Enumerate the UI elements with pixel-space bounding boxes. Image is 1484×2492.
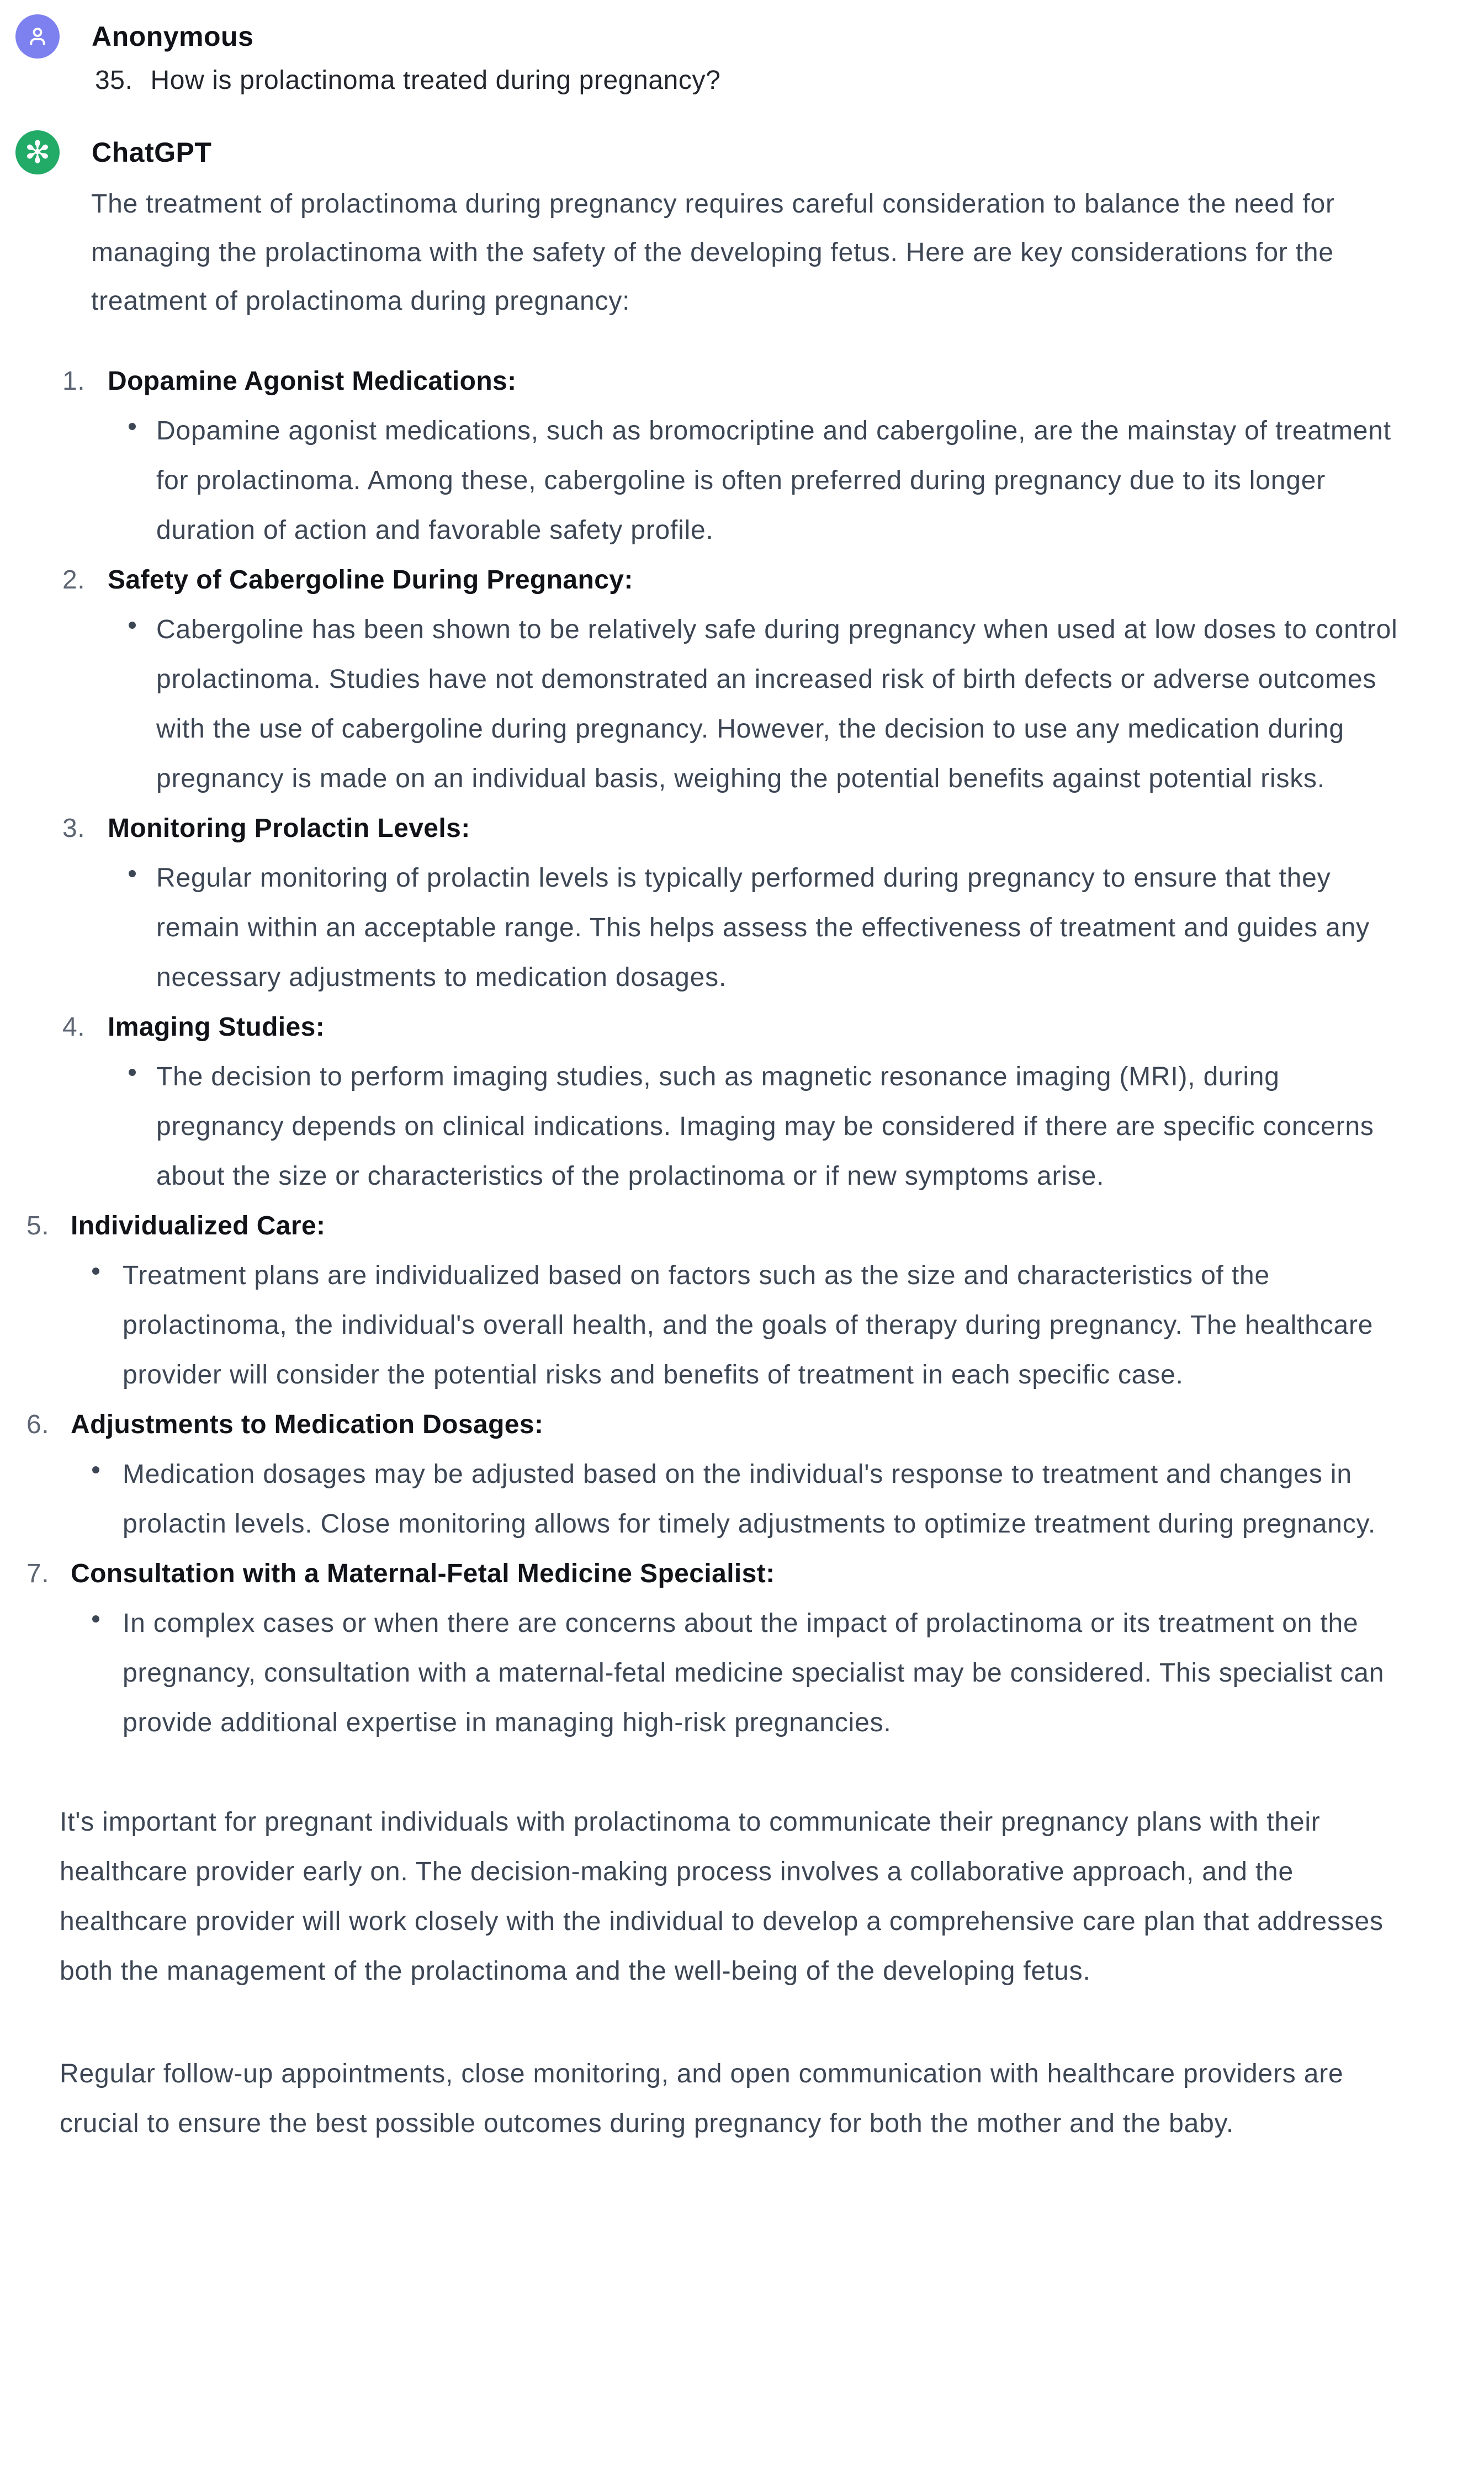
question-number: 35. — [95, 66, 133, 95]
bullet-text: Cabergoline has been shown to be relatively safe during pregnancy when used at low doses to control prolactinoma. Studies have not demonstrated an increased risk of birth defects or adverse outcomes with the use of cabergoline during pregnancy. However, the decision to use any medication during pregnancy is made on an individual basis, weighing the potential benefits against potential risks. — [156, 615, 1398, 793]
openai-logo-icon: ✻ — [24, 135, 51, 171]
bullet-text: Regular monitoring of prolactin levels is typically performed during pregnancy to ensure that they remain within an acceptable range. This helps assess the effectiveness of treatment and guides any necessary adjustments to medication dosages. — [156, 863, 1370, 992]
list-item-heading: Imaging Studies: — [108, 1012, 325, 1042]
bullet-row — [0, 853, 1484, 1003]
bullet-row — [0, 1052, 1484, 1201]
chatgpt-avatar — [15, 130, 60, 174]
list-item — [0, 1549, 1484, 1748]
bullet-text: In complex cases or when there are concerns about the impact of prolactinoma or its treatment on the pregnancy, consultation with a maternal-fetal medicine specialist may be considered. This specialist can provide additional expertise in managing high-risk pregnancies. — [123, 1609, 1385, 1737]
list-item-heading: Individualized Care: — [71, 1211, 326, 1240]
list-item-number: 5. — [26, 1211, 50, 1240]
bullet-dot-icon — [129, 423, 136, 430]
list-item-heading: Consultation with a Maternal-Fetal Medicine Specialist: — [71, 1559, 775, 1588]
assistant-message — [0, 130, 1484, 2149]
bullet-row — [0, 605, 1484, 804]
bullet-text: Dopamine agonist medications, such as bromocriptine and cabergoline, are the mainstay of treatment for prolactinoma. Among these, cabergoline is often preferred during pregnancy due to its longer duration of action and favorable safety profile. — [156, 416, 1391, 545]
bullet-row — [0, 1599, 1484, 1748]
assistant-intro-paragraph: The treatment of prolactinoma during pregnancy requires careful consideration to balance the need for managing the prolactinoma with the safety of the developing fetus. Here are key considerations for the treatment of prolactinoma during pregnancy: — [91, 189, 1335, 316]
list-item — [0, 1201, 1484, 1400]
bullet-dot-icon — [129, 1069, 136, 1076]
list-item-heading: Adjustments to Medication Dosages: — [71, 1410, 544, 1439]
bullet-text: Treatment plans are individualized based on factors such as the size and characteristics of the prolactinoma, the individual's overall health, and the goals of therapy during pregnancy. The healthcare provider will consider the potential risks and benefits of treatment in each specific case. — [123, 1261, 1374, 1390]
key-considerations-list — [0, 357, 1484, 1748]
list-item — [0, 804, 1484, 1003]
list-item-number: 1. — [62, 367, 86, 396]
list-item-heading-row — [0, 357, 1484, 406]
list-item-number: 4. — [62, 1012, 86, 1042]
list-item-heading-row — [0, 804, 1484, 853]
bullet-row — [0, 1251, 1484, 1400]
list-item-heading-row — [0, 1003, 1484, 1052]
list-item-number: 6. — [26, 1410, 50, 1439]
list-item-number: 2. — [62, 565, 86, 595]
assistant-sender-name: ChatGPT — [92, 137, 212, 168]
list-item-heading-row — [0, 1549, 1484, 1599]
list-item — [0, 1400, 1484, 1549]
list-item-number: 3. — [62, 814, 86, 843]
list-item-heading-row — [0, 1400, 1484, 1450]
list-item-heading-row — [0, 1201, 1484, 1251]
bullet-text: Medication dosages may be adjusted based on the individual's response to treatment and changes in prolactin levels. Close monitoring allows for timely adjustments to optimize treatment during pregnancy. — [123, 1460, 1376, 1539]
list-item-heading: Monitoring Prolactin Levels: — [108, 814, 470, 843]
bullet-dot-icon — [129, 870, 136, 877]
bullet-row — [0, 406, 1484, 555]
closing-paragraph: It's important for pregnant individuals with prolactinoma to communicate their pregnancy plans with their healthcare provider early on. The decision-making process involves a collaborative approach, and the healthcare provider will work closely with the individual to develop a comprehensive care plan that addresses both the management of the prolactinoma and the well-being of the developing fetus. — [60, 1807, 1384, 1986]
question-text: How is prolactinoma treated during pregnancy? — [150, 66, 721, 95]
user-question — [95, 59, 1484, 103]
bullet-row — [0, 1450, 1484, 1549]
list-item — [0, 1003, 1484, 1201]
list-item-heading: Dopamine Agonist Medications: — [108, 367, 517, 396]
bullet-dot-icon — [92, 1268, 99, 1275]
user-avatar — [15, 14, 60, 59]
bullet-text: The decision to perform imaging studies, such as magnetic resonance imaging (MRI), during pregnancy depends on clinical indications. Imaging may be considered if there are specific concerns about the size or characteristics of the prolactinoma or if new symptoms arise. — [156, 1062, 1374, 1191]
bullet-dot-icon — [92, 1466, 99, 1473]
user-message — [0, 14, 1484, 103]
closing-paragraph: Regular follow-up appointments, close monitoring, and open communication with healthcare providers are crucial to ensure the best possible outcomes during pregnancy for both the mother and the baby. — [60, 2059, 1344, 2138]
list-item-heading-row — [0, 555, 1484, 605]
list-item — [0, 357, 1484, 555]
bullet-dot-icon — [92, 1615, 99, 1623]
bullet-dot-icon — [129, 622, 136, 629]
person-icon — [24, 23, 51, 50]
list-item-heading: Safety of Cabergoline During Pregnancy: — [108, 565, 633, 595]
list-item-number: 7. — [26, 1559, 50, 1588]
user-sender-name: Anonymous — [92, 21, 254, 52]
list-item — [0, 555, 1484, 804]
